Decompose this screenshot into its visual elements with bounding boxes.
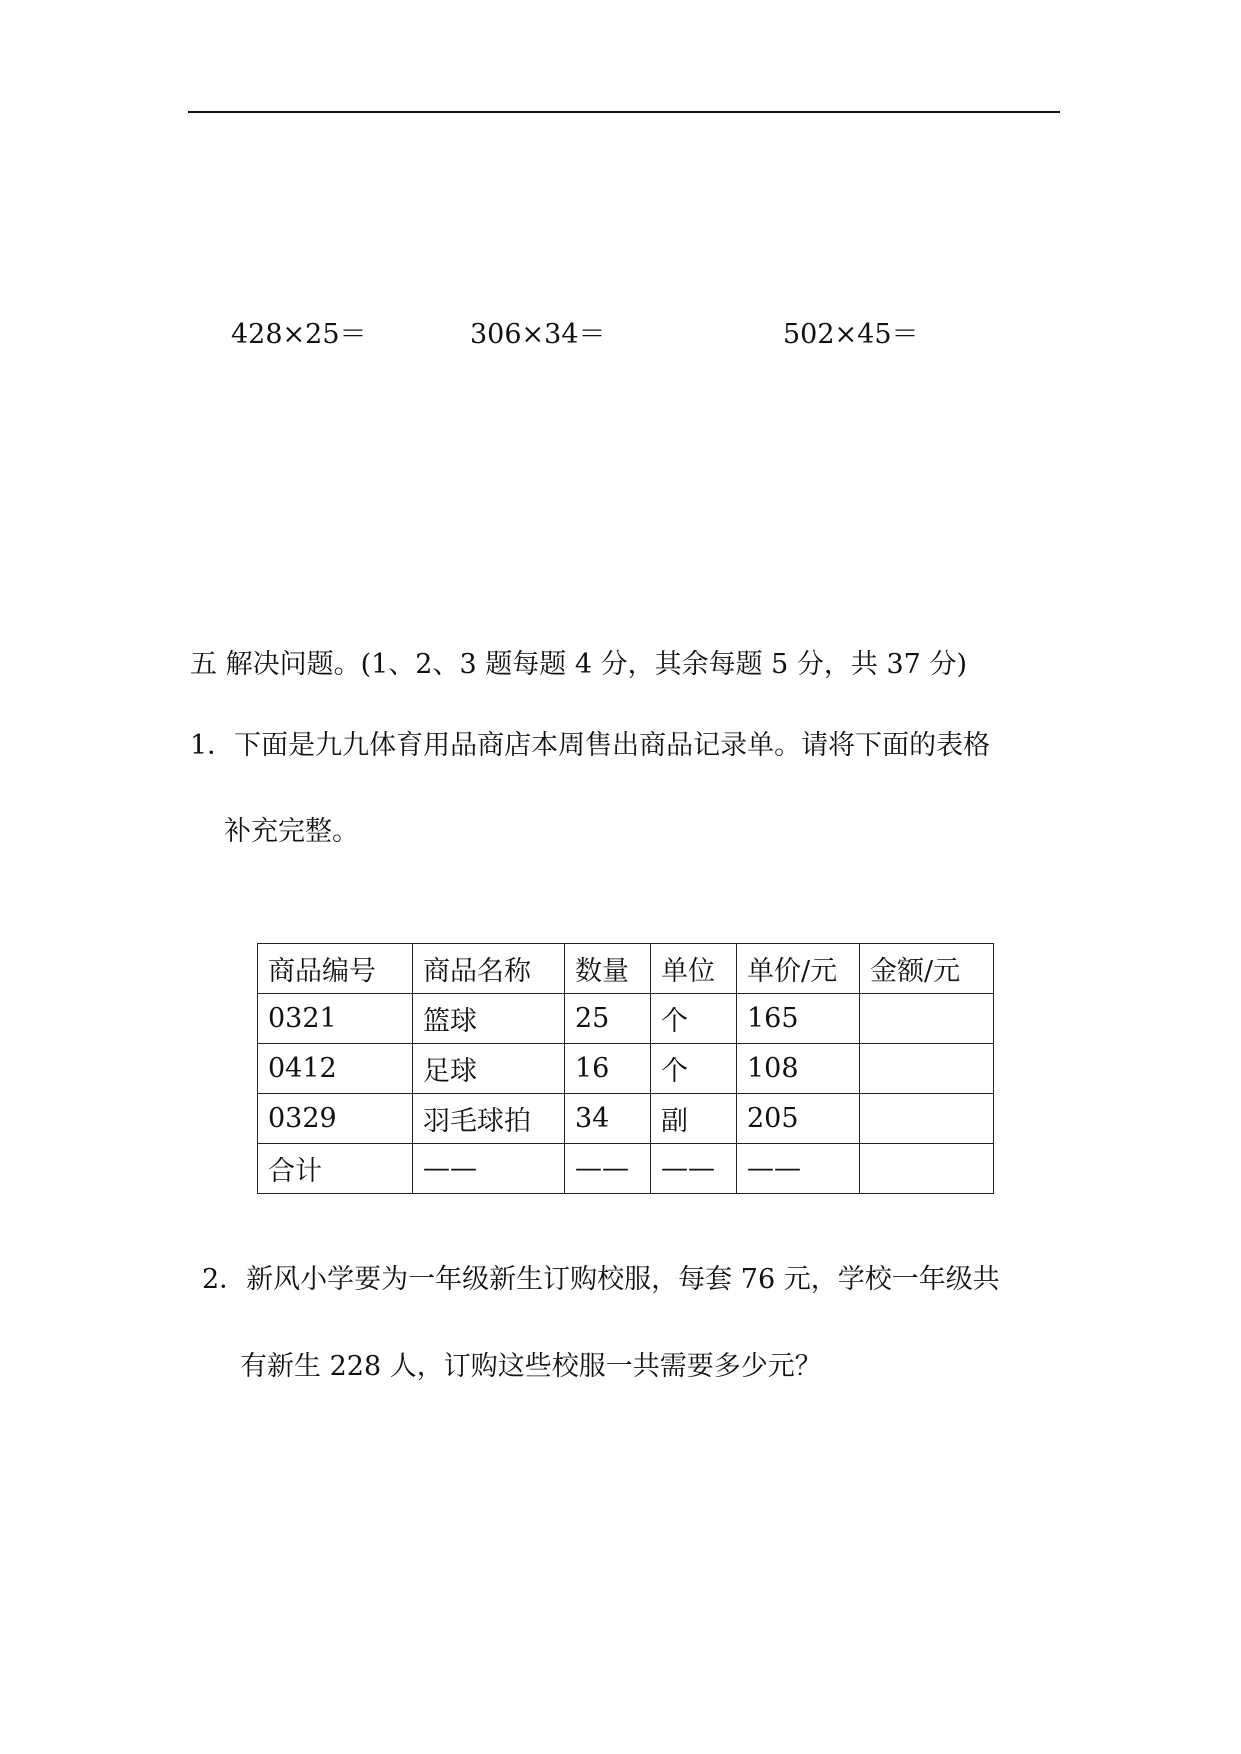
header-unit: 单位 (651, 944, 737, 994)
question2-line2: 有新生 228 人，订购这些校服一共需要多少元？ (240, 1351, 822, 1382)
table-total-row (258, 1144, 994, 1194)
header-unit-price: 单价/元 (737, 944, 860, 994)
cell-item-name: 羽毛球拍 (413, 1094, 565, 1144)
question2-line1: 2．新风小学要为一年级新生订购校服，每套 76 元，学校一年级共 (202, 1264, 1000, 1295)
cell-item-name: 足球 (413, 1044, 565, 1094)
cell-unit-price: 205 (737, 1094, 860, 1144)
header-item-name: 商品名称 (413, 944, 565, 994)
cell-total-amount-blank[interactable] (860, 1144, 994, 1194)
cell-unit: 个 (651, 1044, 737, 1094)
cell-dash: —— (737, 1144, 860, 1194)
sales-record-table (257, 943, 994, 1194)
cell-unit: 个 (651, 994, 737, 1044)
cell-amount-blank[interactable] (860, 994, 994, 1044)
cell-unit-price: 165 (737, 994, 860, 1044)
header-quantity: 数量 (565, 944, 651, 994)
cell-quantity: 25 (565, 994, 651, 1044)
calc-expression-1: 428×25＝ (231, 319, 367, 350)
top-rule (188, 111, 1060, 113)
cell-unit: 副 (651, 1094, 737, 1144)
table-row (258, 1044, 994, 1094)
cell-dash: —— (651, 1144, 737, 1194)
header-amount: 金额/元 (860, 944, 994, 994)
cell-item-name: 篮球 (413, 994, 565, 1044)
table-row (258, 1094, 994, 1144)
cell-dash: —— (413, 1144, 565, 1194)
cell-item-code: 0321 (258, 994, 413, 1044)
cell-item-code: 0329 (258, 1094, 413, 1144)
cell-unit-price: 108 (737, 1044, 860, 1094)
cell-quantity: 16 (565, 1044, 651, 1094)
table-header-row (258, 944, 994, 994)
cell-amount-blank[interactable] (860, 1094, 994, 1144)
table-row (258, 994, 994, 1044)
header-item-code: 商品编号 (258, 944, 413, 994)
cell-amount-blank[interactable] (860, 1044, 994, 1094)
section-heading: 五 解决问题。(1、2、3 题每题 4 分，其余每题 5 分，共 37 分) (190, 649, 967, 680)
cell-item-code: 0412 (258, 1044, 413, 1094)
question1-line2: 补充完整。 (224, 816, 359, 847)
cell-dash: —— (565, 1144, 651, 1194)
question1-line1: 1．下面是九九体育用品商店本周售出商品记录单。请将下面的表格 (190, 730, 991, 761)
calc-expression-2: 306×34＝ (470, 319, 606, 350)
calc-expression-3: 502×45＝ (783, 319, 919, 350)
cell-quantity: 34 (565, 1094, 651, 1144)
cell-total-label: 合计 (258, 1144, 413, 1194)
